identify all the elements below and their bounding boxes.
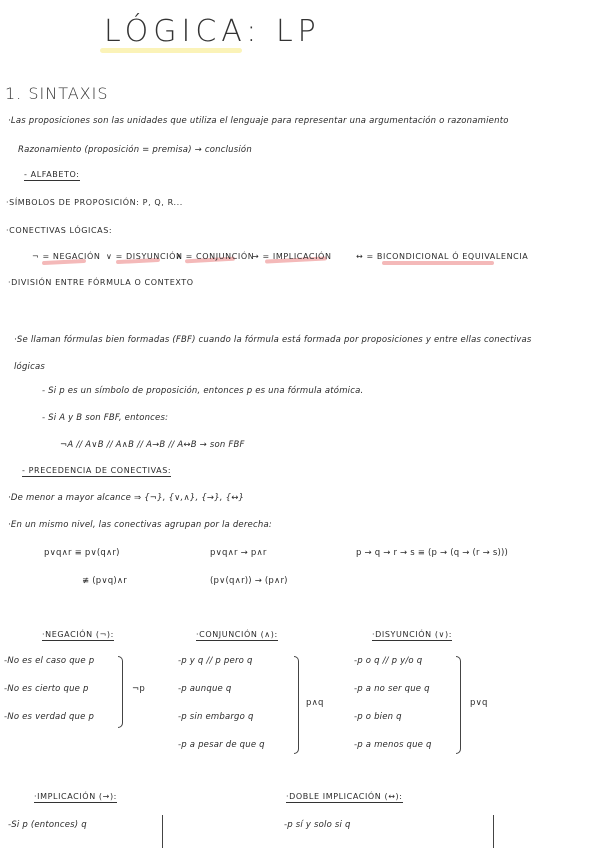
section-heading: 1. SINTAXIS <box>5 84 109 103</box>
highlight <box>382 261 494 265</box>
list-item: -p sin embargo q <box>178 712 254 722</box>
brace <box>118 656 123 728</box>
intro-line: Razonamiento (proposición = premisa) → conclusión <box>18 145 252 155</box>
fbf-line: ·Se llaman fórmulas bien formadas (FBF) cuando la fórmula está formada por proposiciones y entre ellas conectivas <box>14 335 532 345</box>
conectiva-bicondicional: ↔ = BICONDICIONAL Ó EQUIVALENCIA <box>356 252 529 261</box>
disyuncion-heading: ·DISYUNCIÓN (∨): <box>372 630 453 639</box>
example: p → q → r → s ≡ (p → (q → (r → s))) <box>356 548 509 558</box>
simbolos-line: ·SÍMBOLOS DE PROPOSICIÓN: P, Q, R... <box>6 198 183 207</box>
precedencia-line: ·En un mismo nivel, las conectivas agrupan por la derecha: <box>8 520 272 530</box>
conjuncion-heading: ·CONJUNCIÓN (∧): <box>196 630 278 639</box>
precedencia-heading: - PRECEDENCIA DE CONECTIVAS: <box>22 466 172 475</box>
list-item: -No es cierto que p <box>4 684 89 694</box>
doble-implicacion-heading: ·DOBLE IMPLICACIÓN (↔): <box>286 792 403 801</box>
disyuncion-result: p∨q <box>470 698 488 708</box>
example: ≢ (p∨q)∧r <box>82 576 127 586</box>
list-item: -p aunque q <box>178 684 232 694</box>
precedencia-line: ·De menor a mayor alcance ⇒ {¬}, {∨,∧}, {→}, {↔} <box>8 493 245 503</box>
list-item: -p y q // p pero q <box>178 656 253 666</box>
conectivas-label: ·CONECTIVAS LÓGICAS: <box>6 226 113 235</box>
fbf-rule: - Si p es un símbolo de proposición, entonces p es una fórmula atómica. <box>42 386 364 396</box>
list-item: -No es verdad que p <box>4 712 95 722</box>
brace <box>493 815 494 848</box>
list-item: -p a pesar de que q <box>178 740 265 750</box>
alfabeto-heading: - ALFABETO: <box>24 170 80 179</box>
list-item: -p a menos que q <box>354 740 432 750</box>
conectiva-implicacion: → = IMPLICACIÓN <box>252 252 332 261</box>
page-title: LÓGICA: LP <box>104 14 321 49</box>
example: (p∨(q∧r)) → (p∧r) <box>210 576 288 586</box>
list-item: -Si p (entonces) q <box>8 820 87 830</box>
list-item: -p o bien q <box>354 712 402 722</box>
implicacion-heading: ·IMPLICACIÓN (→): <box>34 792 117 801</box>
list-item: -p sí y solo si q <box>284 820 351 830</box>
list-item: -p o q // p y/o q <box>354 656 423 666</box>
fbf-line: lógicas <box>14 362 46 372</box>
intro-line: ·Las proposiciones son las unidades que utiliza el lenguaje para representar una argumentación o razonamiento <box>8 116 509 126</box>
negacion-result: ¬p <box>132 684 145 694</box>
brace <box>294 656 299 754</box>
list-item: -p a no ser que q <box>354 684 430 694</box>
conectiva-disyuncion: ∨ = DISYUNCIÓN <box>106 252 183 261</box>
brace <box>456 656 461 754</box>
example: p∨q∧r → p∧r <box>210 548 267 558</box>
conjuncion-result: p∧q <box>306 698 324 708</box>
list-item: -No es el caso que p <box>4 656 95 666</box>
brace <box>162 815 163 848</box>
example: p∨q∧r ≡ p∨(q∧r) <box>44 548 120 558</box>
division-line: ·DIVISIÓN ENTRE FÓRMULA O CONTEXTO <box>8 278 194 287</box>
conectiva-conjuncion: ∧ = CONJUNCIÓN <box>176 252 255 261</box>
negacion-heading: ·NEGACIÓN (¬): <box>42 630 114 639</box>
fbf-rule: ¬A // A∨B // A∧B // A→B // A↔B → son FBF <box>60 440 245 450</box>
fbf-rule: - Si A y B son FBF, entonces: <box>42 413 169 423</box>
conectiva-negacion: ¬ = NEGACIÓN <box>32 252 101 261</box>
